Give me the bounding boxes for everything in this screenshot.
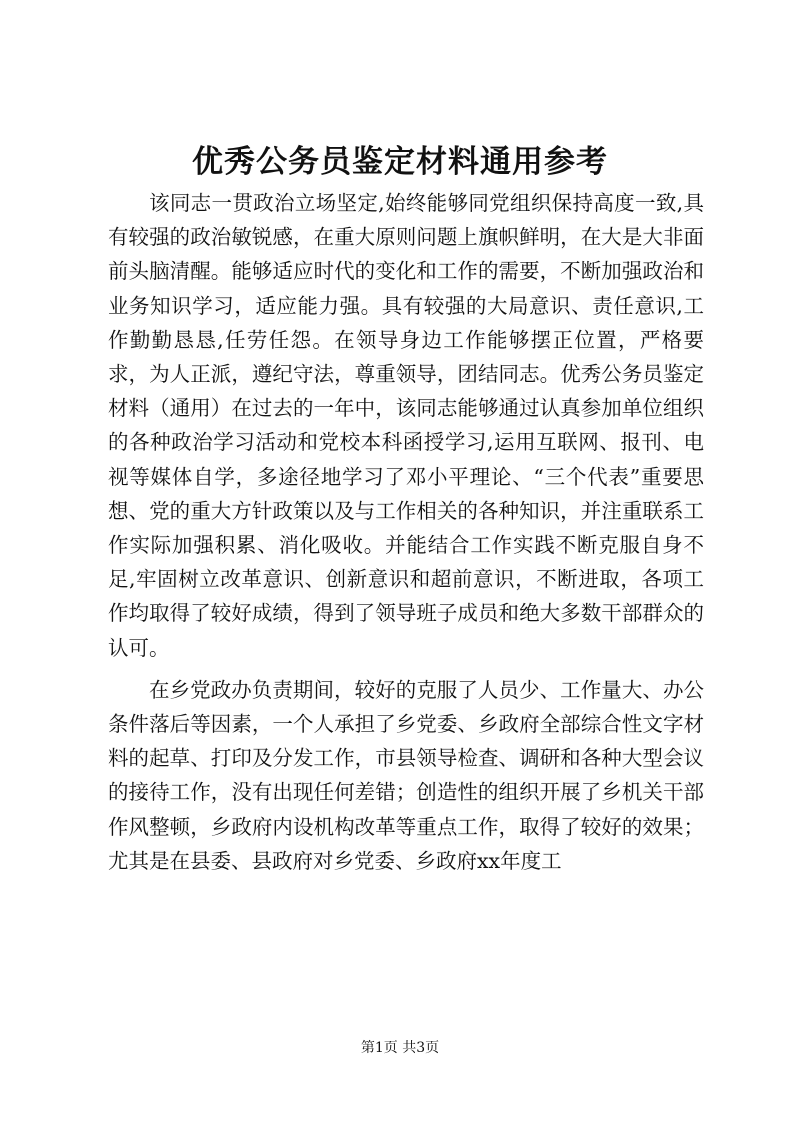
document-title: 优秀公务员鉴定材料通用参考 [192,144,608,180]
page-number-footer: 第1页 共3页 [360,1040,440,1056]
body-paragraph: 在乡党政办负责期间，较好的克服了人员少、工作量大、办公条件落后等因素，一个人承担了乡党委、乡政府全部综合性文字材料的起草、打印及分发工作，市县领导检查、调研和各种大型会议的接待工作，没有出现任何差错；创造性的组织开展了乡机关干部作风整顿，乡政府内设机构改革等重点工作，取得了较好的效果；尤其是在县委、县政府对乡党委、乡政府xx年度工 [108,677,704,873]
body-paragraph: 该同志一贯政治立场坚定,始终能够同党组织保持高度一致,具有较强的政治敏锐感，在重大原则问题上旗帜鲜明，在大是大非面前头脑清醒。能够适应时代的变化和工作的需要，不断加强政治和业务知识学习，适应能力强。具有较强的大局意识、责任意识,工作勤勤恳恳,任劳任怨。在领导身边工作能够摆正位置，严格要求，为人正派，遵纪守法，尊重领导，团结同志。优秀公务员鉴定材料（通用）在过去的一年中，该同志能够通过认真参加单位组织的各种政治学习活动和党校本科函授学习,运用互联网、报刊、电视等媒体自学，多途径地学习了邓小平理论、“三个代表”重要思想、党的重大方针政策以及与工作相关的各种知识，并注重联系工作实际加强积累、消化吸收。并能结合工作实践不断克服自身不足,牢固树立改革意识、创新意识和超前意识，不断进取，各项工作均取得了较好成绩，得到了领导班子成员和绝大多数干部群众的认可。 [108,191,704,660]
document-body [108,186,704,886]
